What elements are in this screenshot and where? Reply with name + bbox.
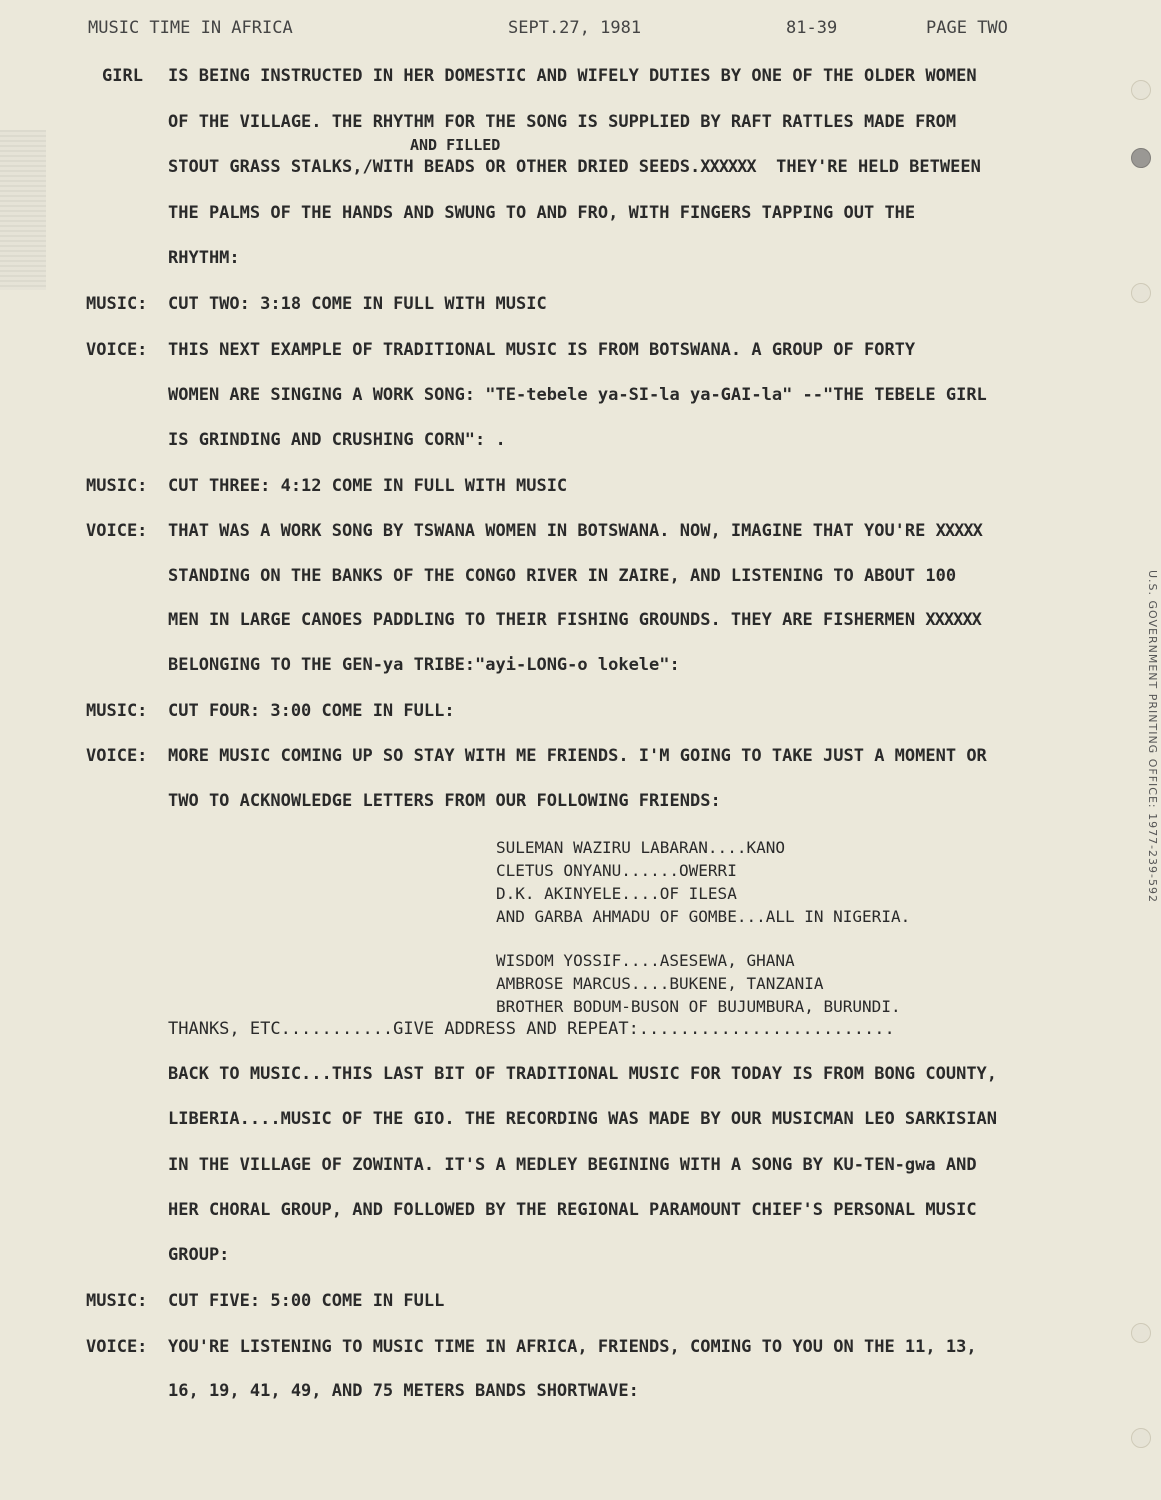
listener-name: BROTHER BODUM-BUSON OF BUJUMBURA, BURUNDI.	[496, 997, 901, 1016]
script-line	[168, 157, 981, 177]
header-program: MUSIC TIME IN AFRICA	[88, 18, 293, 38]
cue-label: MUSIC:	[86, 476, 148, 496]
script-line	[168, 610, 981, 630]
script-text: THEY'RE HELD BETWEEN	[776, 157, 981, 177]
script-line	[168, 521, 982, 541]
handwritten-insert: AND FILLED	[410, 136, 501, 154]
script-line: WOMEN ARE SINGING A WORK SONG: "TE-tebele ya-SI-la ya-GAI-la" --"THE TEBELE GIRL	[168, 385, 987, 405]
cue-text: CUT FOUR: 3:00 COME IN FULL:	[168, 701, 455, 721]
punch-hole	[1131, 283, 1151, 303]
header-page: PAGE TWO	[926, 18, 1008, 38]
script-line: MORE MUSIC COMING UP SO STAY WITH ME FRIENDS. I'M GOING TO TAKE JUST A MOMENT OR	[168, 746, 987, 766]
listener-name: AND GARBA AHMADU OF GOMBE...ALL IN NIGERIA.	[496, 907, 911, 926]
cue-label: VOICE:	[86, 746, 148, 766]
cue-label: VOICE:	[86, 521, 148, 541]
struck-text: XXXXXX	[925, 610, 981, 630]
listener-name: CLETUS ONYANU......OWERRI	[496, 861, 737, 880]
listener-name: SULEMAN WAZIRU LABARAN....KANO	[496, 838, 785, 857]
punch-hole	[1131, 80, 1151, 100]
script-line: YOU'RE LISTENING TO MUSIC TIME IN AFRICA, FRIENDS, COMING TO YOU ON THE 11, 13,	[168, 1337, 977, 1357]
punch-hole	[1131, 148, 1151, 168]
script-line: BACK TO MUSIC...THIS LAST BIT OF TRADITIONAL MUSIC FOR TODAY IS FROM BONG COUNTY,	[168, 1064, 998, 1084]
script-line: GROUP:	[168, 1245, 230, 1265]
cue-label: MUSIC:	[86, 1291, 148, 1311]
script-line: BELONGING TO THE GEN-ya TRIBE:"ayi-LONG-o lokele":	[168, 655, 680, 675]
page-wear	[0, 130, 46, 290]
header-code: 81-39	[786, 18, 838, 38]
script-line: STANDING ON THE BANKS OF THE CONGO RIVER IN ZAIRE, AND LISTENING TO ABOUT 100	[168, 566, 957, 586]
cue-label: VOICE:	[86, 1337, 148, 1357]
listener-name: WISDOM YOSSIF....ASESEWA, GHANA	[496, 951, 795, 970]
script-line: TWO TO ACKNOWLEDGE LETTERS FROM OUR FOLLOWING FRIENDS:	[168, 791, 721, 811]
listener-name: AMBROSE MARCUS....BUKENE, TANZANIA	[496, 974, 824, 993]
struck-text: XXXXXX	[700, 157, 756, 177]
cue-label: MUSIC:	[86, 294, 148, 314]
script-line: IN THE VILLAGE OF ZOWINTA. IT'S A MEDLEY BEGINING WITH A SONG BY KU-TEN-gwa AND	[168, 1155, 977, 1175]
listener-list-other	[496, 949, 901, 1018]
header-date: SEPT.27, 1981	[508, 18, 642, 38]
script-text: MEN IN LARGE CANOES PADDLING TO THEIR FISHING GROUNDS. THEY ARE FISHERMEN	[168, 610, 916, 630]
thanks-line: THANKS, ETC...........GIVE ADDRESS AND REPEAT:.........................	[168, 1019, 895, 1039]
script-text: THAT WAS A WORK SONG BY TSWANA WOMEN IN BOTSWANA. NOW, IMAGINE THAT YOU'RE	[168, 521, 926, 541]
script-line: IS BEING INSTRUCTED IN HER DOMESTIC AND WIFELY DUTIES BY ONE OF THE OLDER WOMEN	[168, 66, 977, 86]
script-line: THE PALMS OF THE HANDS AND SWUNG TO AND FRO, WITH FINGERS TAPPING OUT THE	[168, 203, 916, 223]
speaker-label: GIRL	[102, 66, 143, 86]
cue-label: VOICE:	[86, 340, 148, 360]
script-text: STOUT GRASS STALKS,/WITH BEADS OR OTHER DRIED SEEDS.	[168, 157, 701, 177]
cue-text: CUT THREE: 4:12 COME IN FULL WITH MUSIC	[168, 476, 568, 496]
punch-hole	[1131, 1323, 1151, 1343]
punch-hole	[1131, 1428, 1151, 1448]
script-line: RHYTHM:	[168, 248, 240, 268]
cue-text: CUT TWO: 3:18 COME IN FULL WITH MUSIC	[168, 294, 547, 314]
cue-text: CUT FIVE: 5:00 COME IN FULL	[168, 1291, 445, 1311]
listener-name: D.K. AKINYELE....OF ILESA	[496, 884, 737, 903]
cue-label: MUSIC:	[86, 701, 148, 721]
script-line: OF THE VILLAGE. THE RHYTHM FOR THE SONG IS SUPPLIED BY RAFT RATTLES MADE FROM	[168, 112, 957, 132]
script-line: IS GRINDING AND CRUSHING CORN": .	[168, 430, 506, 450]
listener-list-nigeria	[496, 836, 910, 928]
struck-text: XXXXX	[935, 521, 982, 541]
script-line: 16, 19, 41, 49, AND 75 METERS BANDS SHORTWAVE:	[168, 1381, 639, 1401]
printing-office-note: U.S. GOVERNMENT PRINTING OFFICE: 1977-239-592	[1146, 570, 1159, 904]
script-line: THIS NEXT EXAMPLE OF TRADITIONAL MUSIC IS FROM BOTSWANA. A GROUP OF FORTY	[168, 340, 916, 360]
script-line: HER CHORAL GROUP, AND FOLLOWED BY THE REGIONAL PARAMOUNT CHIEF'S PERSONAL MUSIC	[168, 1200, 977, 1220]
script-line: LIBERIA....MUSIC OF THE GIO. THE RECORDING WAS MADE BY OUR MUSICMAN LEO SARKISIAN	[168, 1109, 998, 1129]
